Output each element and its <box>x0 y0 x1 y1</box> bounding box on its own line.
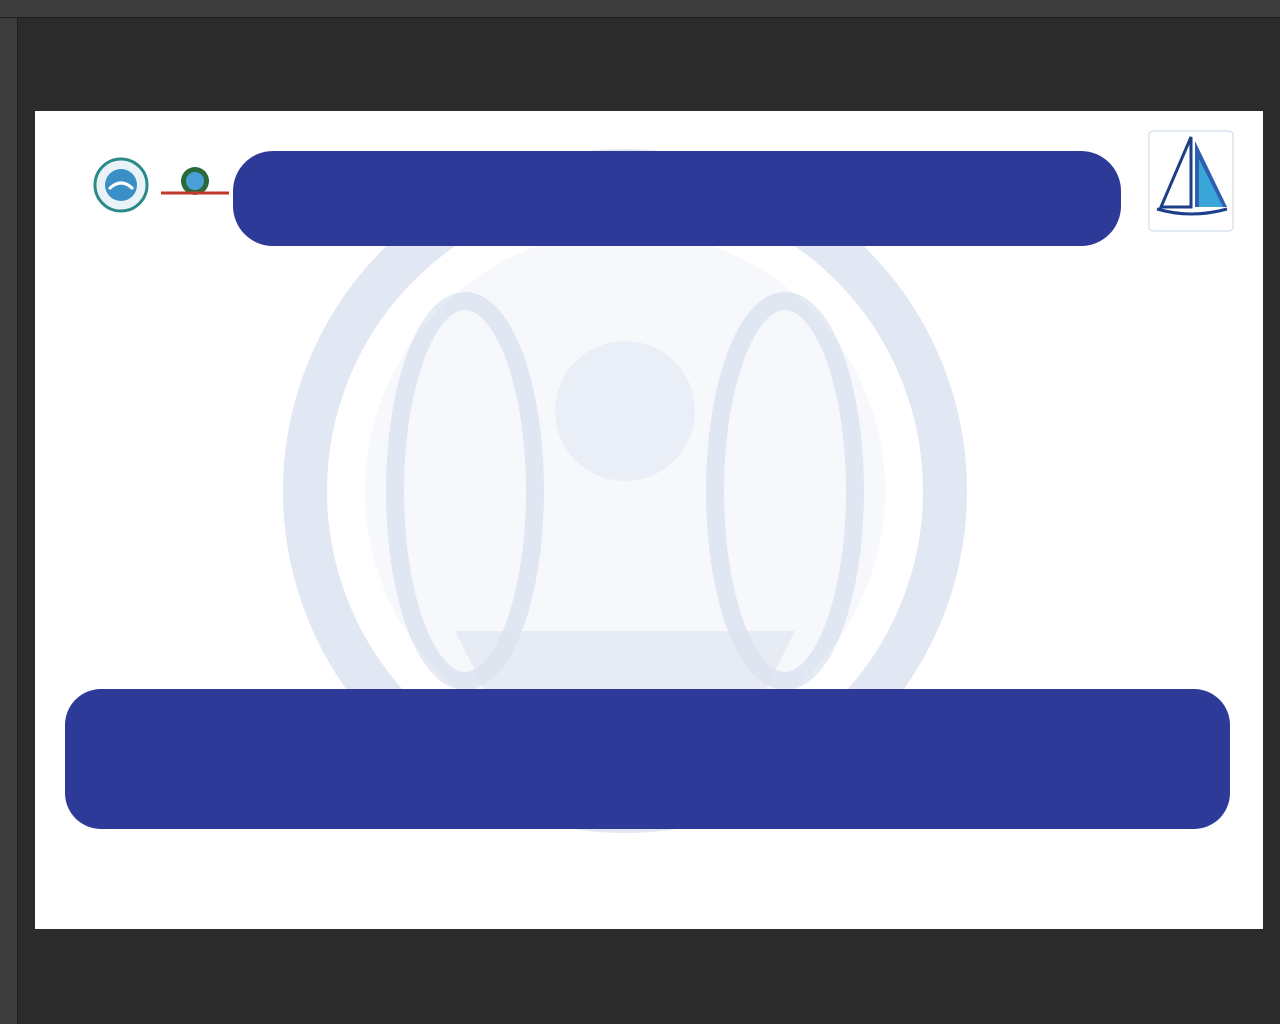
goal-line <box>35 259 1263 296</box>
goals-list <box>35 259 1263 663</box>
horizontal-ruler-ticks <box>0 0 1280 18</box>
mission-statement-box <box>65 689 1230 829</box>
signatures-row <box>35 846 1263 892</box>
goal-line <box>35 589 1263 626</box>
vertical-ruler-ticks <box>0 18 18 1024</box>
university-logo <box>1147 129 1235 233</box>
title-banner <box>233 151 1121 246</box>
goal-line <box>35 516 1263 553</box>
goal-line <box>35 369 1263 406</box>
document-canvas <box>35 111 1263 929</box>
goal-line <box>35 479 1263 516</box>
goal-line <box>35 296 1263 333</box>
sailboat-icon <box>1147 129 1235 233</box>
goal-line <box>35 442 1263 479</box>
department-logo <box>63 149 253 229</box>
goal-line <box>35 626 1263 663</box>
goal-line <box>35 332 1263 369</box>
horizontal-ruler[interactable] <box>0 0 1280 18</box>
vertical-ruler[interactable] <box>0 18 18 1024</box>
goal-line <box>35 553 1263 590</box>
globe-emblem-icon <box>63 149 253 229</box>
goal-line <box>35 406 1263 443</box>
